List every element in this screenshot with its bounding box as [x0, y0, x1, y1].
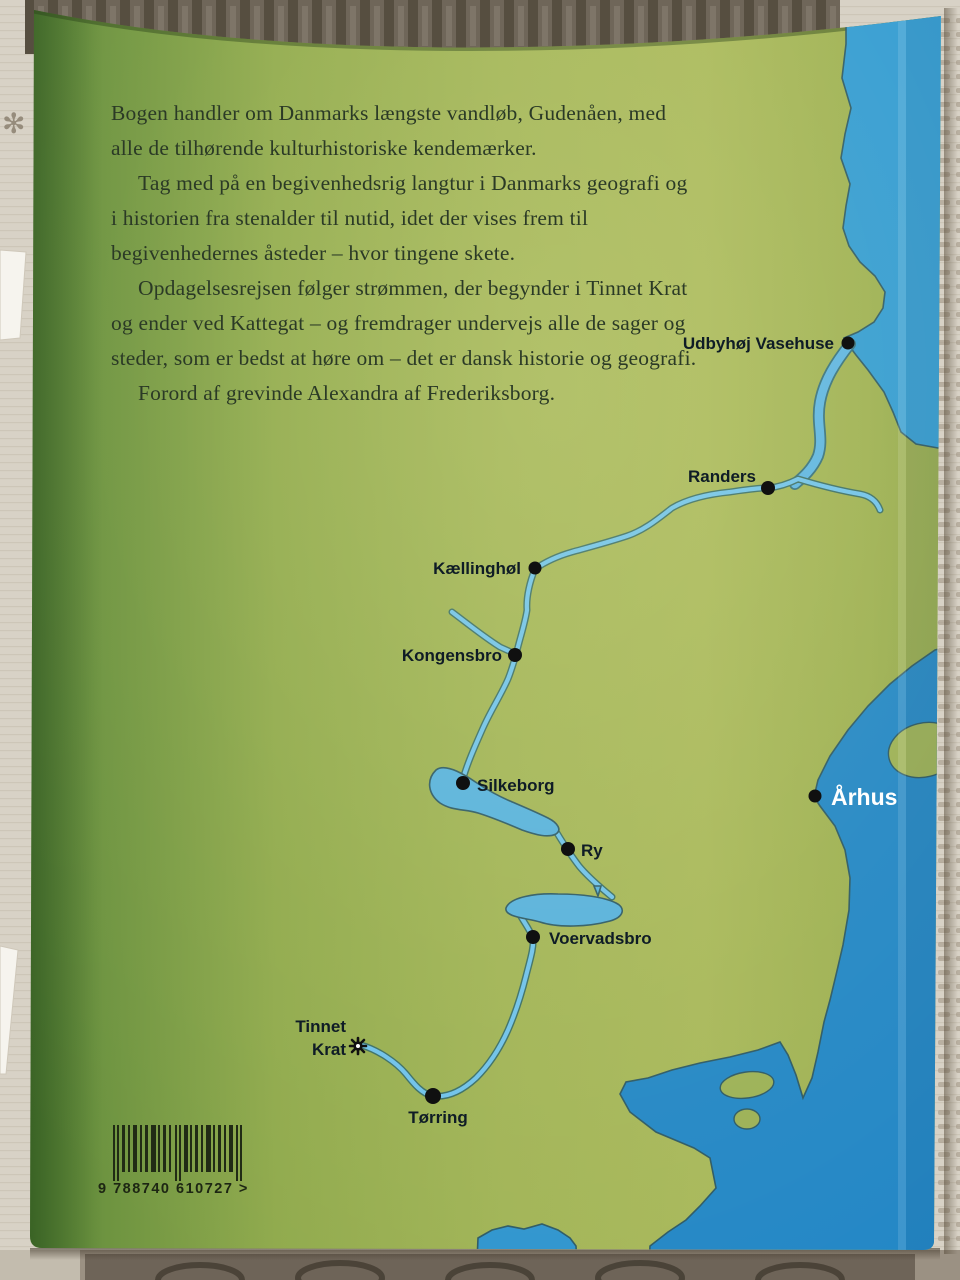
dot-kongensbro [508, 648, 522, 662]
label-silkeborg: Silkeborg [477, 776, 555, 795]
blurb-paragraph-4: Forord af grevinde Alexandra af Frederiksborg. [138, 381, 556, 405]
book-shadow-bottom [30, 1248, 940, 1260]
snowflake-ornament: ✻ [2, 107, 26, 140]
label-torring: Tørring [408, 1108, 468, 1127]
dot-silkeborg [456, 776, 470, 790]
barcode-digits: 9 788740 610727 > [98, 1181, 249, 1197]
dot-aarhus [809, 790, 822, 803]
label-kongensbro: Kongensbro [401, 646, 502, 665]
label-tinnet-line1: Tinnet [295, 1017, 346, 1036]
label-kaellinghol: Kællinghøl [433, 559, 521, 578]
dot-udbyhoj [842, 337, 855, 350]
label-ry: Ry [581, 841, 603, 860]
label-aarhus: Århus [831, 784, 898, 810]
blurb-paragraph-2: Tag med på en begivenhedsrig langtur i Danmarks geografi og i historien fra stenalder til nutid, idet der vises frem til begivenhedernes åsteder – hvor tingene skete. [111, 171, 688, 265]
back-cover-blurb [111, 96, 699, 411]
book-shadow-right [944, 8, 958, 1254]
label-udbyhoj: Udbyhøj Vasehuse [682, 334, 834, 353]
blurb-paragraph-3: Opdagelsesrejsen følger strømmen, der begynder i Tinnet Krat og ender ved Kattegat – og fremdrager undervejs alle de sager og steder, som er bedst at høre om – det er dansk historie og geografi. [111, 276, 697, 370]
dot-voervadsbro [526, 930, 540, 944]
dot-kaellinghol [529, 562, 542, 575]
dot-torring [425, 1088, 441, 1104]
source-star-icon [350, 1038, 366, 1054]
label-tinnet-line2: Krat [311, 1040, 346, 1059]
label-randers: Randers [687, 467, 756, 486]
dot-ry [561, 842, 575, 856]
label-voervadsbro: Voervadsbro [549, 929, 652, 948]
dot-randers [761, 481, 775, 495]
blurb-paragraph-1: Bogen handler om Danmarks længste vandløb, Gudenåen, med alle de tilhørende kulturhistoriske kendemærker. [111, 101, 667, 160]
